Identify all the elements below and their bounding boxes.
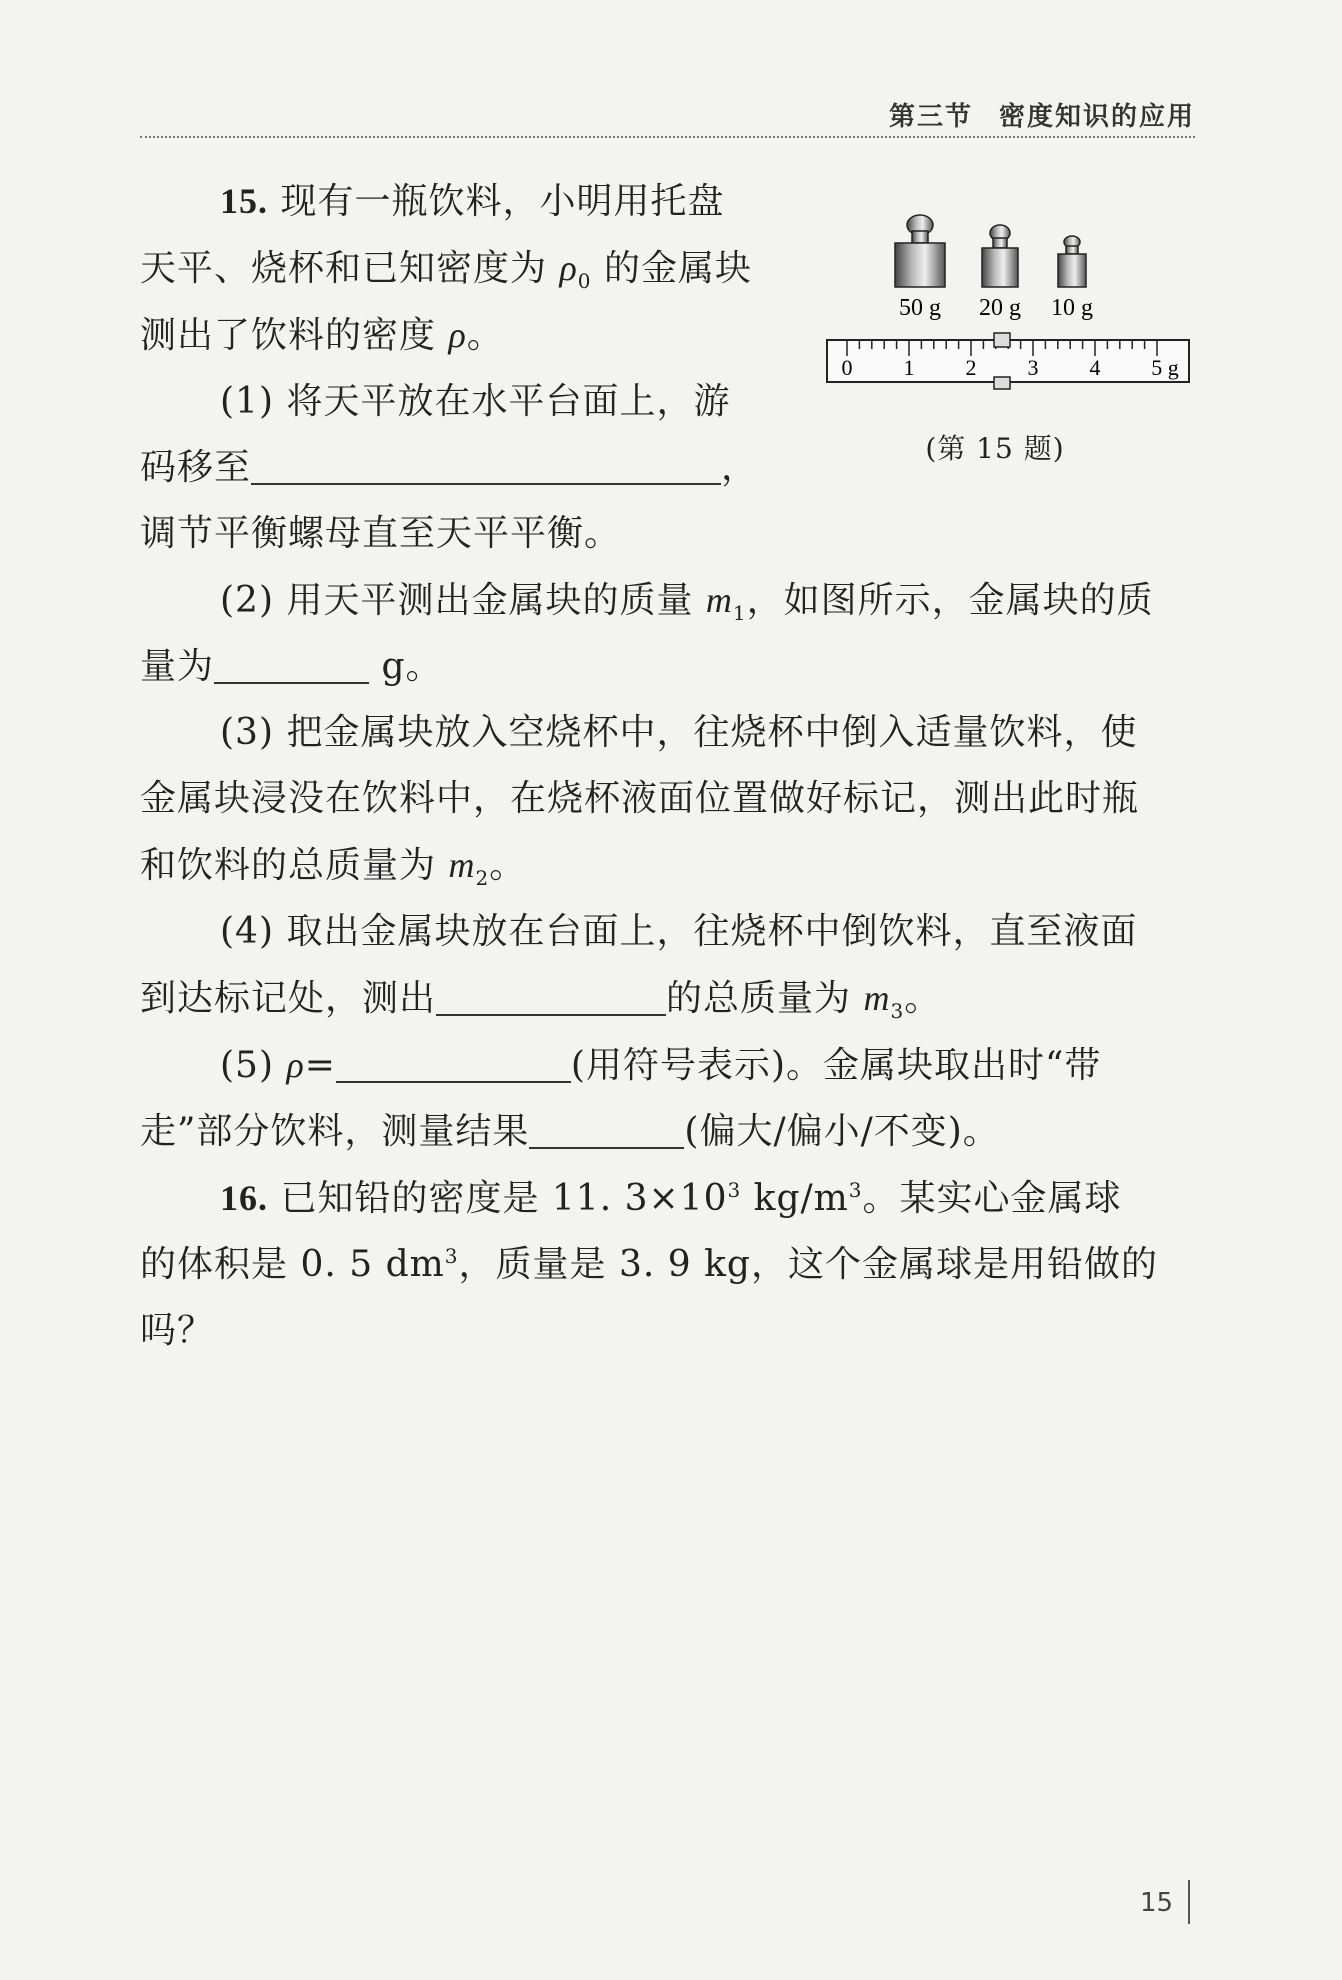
q16-line1 [140,1165,1200,1232]
page-number: 15 [1140,1888,1174,1918]
page-number-divider [1188,1880,1190,1924]
m3-symbol: m [863,978,891,1018]
step4-text1: (4) 取出金属块放在台面上，往烧杯中倒饮料，直至液面 [220,911,1138,952]
q15-step2-line1 [140,567,1200,634]
page-header [140,96,1195,138]
answer-blank-5 [529,1107,684,1149]
rho0-subscript: 0 [577,269,592,294]
q15-step1-line3 [140,501,1200,567]
rho-result-symbol: ρ [286,1045,305,1085]
q15-step4-line1 [140,899,1200,965]
q15-step5-line2 [140,1099,1200,1165]
scale-label-3: 3 [1027,355,1039,380]
q15-step1-line1 [140,369,800,435]
q16-exponent-3: 3 [444,1244,459,1268]
m1-subscript: 1 [732,601,747,626]
header-title [889,96,1195,133]
answer-blank-3 [436,974,666,1016]
question-number-16: 16. [220,1178,268,1218]
section-title: 密度知识的应用 [998,102,1195,132]
step5-text2b: (偏大/偏小/不变)。 [684,1111,1000,1152]
step5-label: (5) [220,1045,274,1086]
step3-text3a: 和饮料的总质量为 [140,845,437,886]
answer-blank-2 [214,642,369,684]
q15-intro-period: 。 [466,315,504,356]
weight-50g-icon [895,215,945,287]
step1-text2a: 码移至 [140,447,252,488]
scale-label-0: 0 [841,355,853,380]
equals-sign: = [304,1045,336,1086]
answer-blank-4 [336,1041,571,1083]
section-number: 第三节 [888,102,973,132]
step4-text2b: 的总质量为 [666,978,852,1019]
q15-intro-text3a: 测出了饮料的密度 [140,315,437,356]
weight-label-50g: 50 g [899,295,941,321]
step2-text1a: (2) 用天平测出金属块的质量 [220,580,694,621]
step3-period: 。 [489,845,527,886]
q16-text2a: 的体积是 0. 5 dm [140,1244,445,1285]
q16-text1a: 已知铅的密度是 11. 3×10 [280,1178,728,1219]
step3-text1: (3) 把金属块放入空烧杯中，往烧杯中倒入适量饮料，使 [220,712,1138,753]
q15-step3-line2 [140,766,1200,832]
step2-unit: g。 [381,646,443,687]
rho-symbol: ρ [448,315,467,355]
scale-label-5g: 5 g [1151,355,1179,380]
q16-unit-kgm: kg/m [741,1178,849,1219]
q15-intro-line3 [140,302,800,369]
q15-intro-line2 [140,235,800,302]
q15-step3-line1 [140,700,1200,766]
q15-intro-text2a: 天平、烧杯和已知密度为 [140,248,548,289]
q15-step4-line2 [140,965,1200,1032]
q15-intro-text1: 现有一瓶饮料，小明用托盘 [280,181,725,222]
scale-label-4: 4 [1089,355,1101,380]
step2-text2a: 量为 [140,646,215,687]
m1-symbol: m [705,580,733,620]
q16-exponent-2: 3 [848,1178,863,1202]
balance-figure [825,205,1195,475]
q15-step1-line2 [140,435,800,501]
question-number-15: 15. [220,181,268,221]
m2-subscript: 2 [475,866,490,891]
weight-label-10g: 10 g [1051,295,1093,321]
q16-text2b: ，质量是 3. 9 kg，这个金属球是用铅做的吗？ [140,1244,1158,1351]
figure-caption: (第 15 题) [925,432,1065,465]
q15-intro-text2b: 的金属块 [603,248,752,289]
weight-20g-icon [982,225,1018,287]
step1-text1: (1) 将天平放在水平台面上，游 [220,381,731,422]
step4-text2a: 到达标记处，测出 [140,978,437,1019]
weights-and-scale-svg [825,205,1195,420]
q16-line2 [140,1232,1200,1364]
q16-text1c: 。某实心金属球 [862,1178,1122,1219]
m3-subscript: 3 [890,999,905,1024]
weight-label-20g: 20 g [979,295,1021,321]
step5-text1b: (用符号表示)。金属块取出时“带 [570,1045,1102,1086]
step2-text1b: ，如图所示，金属块的质 [746,580,1154,621]
step3-text2: 金属块浸没在饮料中，在烧杯液面位置做好标记，测出此时瓶 [140,778,1140,819]
q15-step5-line1 [140,1032,1200,1099]
step4-period: 。 [904,978,942,1019]
answer-blank-1 [251,443,721,485]
step1-comma: ， [721,447,759,488]
scale-label-1: 1 [903,355,915,380]
q15-step3-line3 [140,832,1200,899]
q16-exponent-1: 3 [727,1178,742,1202]
m2-symbol: m [448,845,476,885]
rho0-symbol: ρ [559,248,578,288]
q15-step2-line2 [140,634,1200,700]
scale-label-2: 2 [965,355,977,380]
q15-intro-line1 [140,168,800,235]
step1-text3: 调节平衡螺母直至天平平衡。 [140,513,622,554]
weight-10g-icon [1058,236,1086,287]
step5-text2a: 走”部分饮料，测量结果 [140,1111,530,1152]
